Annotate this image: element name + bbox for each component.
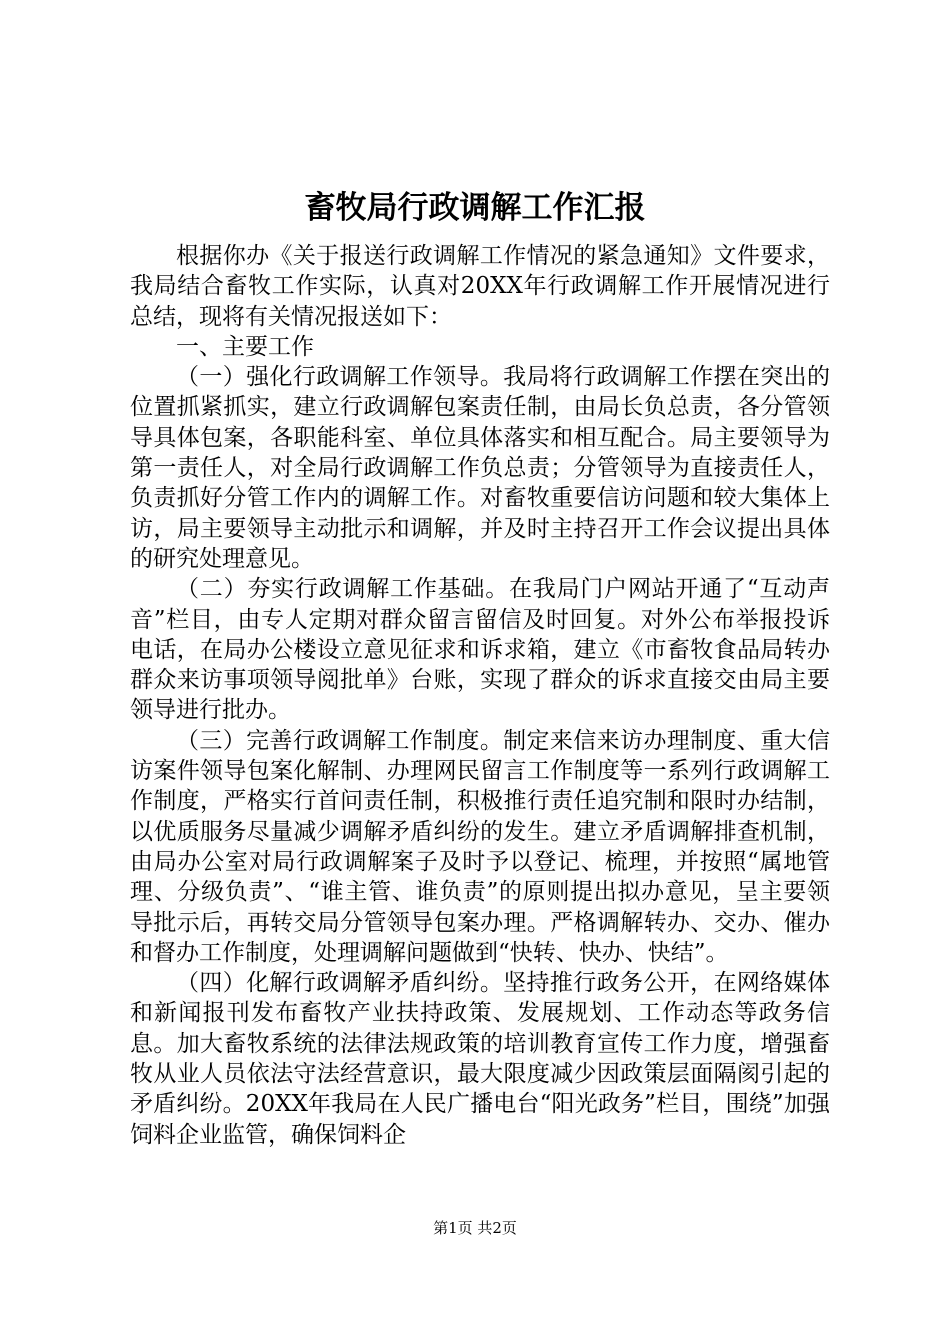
paragraph-item-4: （四）化解行政调解矛盾纠纷。坚持推行政务公开，在网络媒体和新闻报刊发布畜牧产业扶持政策、发展规划、工作动态等政务信息。加大畜牧系统的法律法规政策的培训教育宣传工作力度，增强畜牧从业人员依法守法经营意识，最大限度减少因政策层面隔阂引起的矛盾纠纷。20XX年我局在人民广播电台“阳光政务”栏目，围绕”加强饲料企业监管，确保饲料企	[130, 970, 830, 1148]
page-number-footer: 第1页 共2页	[433, 1219, 517, 1237]
paragraph-item-1: （一）强化行政调解工作领导。我局将行政调解工作摆在突出的位置抓紧抓实，建立行政调解包案责任制，由局长负总责，各分管领导具体包案，各职能科室、单位具体落实和相互配合。局主要领导为第一责任人，对全局行政调解工作负总责；分管领导为直接责任人，负责抓好分管工作内的调解工作。对畜牧重要信访问题和较大集体上访，局主要领导主动批示和调解，并及时主持召开工作会议提出具体的研究处理意见。	[130, 364, 830, 572]
section-heading-main-work: 一、主要工作	[176, 333, 314, 360]
paragraph-intro: 根据你办《关于报送行政调解工作情况的紧急通知》文件要求，我局结合畜牧工作实际，认真对20XX年行政调解工作开展情况进行总结，现将有关情况报送如下：	[130, 243, 830, 330]
paragraph-item-2: （二）夯实行政调解工作基础。在我局门户网站开通了“互动声音”栏目，由专人定期对群众留言留信及时回复。对外公布举报投诉电话，在局办公楼设立意见征求和诉求箱，建立《市畜牧食品局转办群众来访事项领导阅批单》台账，实现了群众的诉求直接交由局主要领导进行批办。	[130, 576, 830, 724]
paragraph-item-3: （三）完善行政调解工作制度。制定来信来访办理制度、重大信访案件领导包案化解制、办理网民留言工作制度等一系列行政调解工作制度，严格实行首问责任制，积极推行责任追究制和限时办结制，以优质服务尽量减少调解矛盾纠纷的发生。建立矛盾调解排查机制，由局办公室对局行政调解案子及时予以登记、梳理，并按照“属地管理、分级负责”、“谁主管、谁负责”的原则提出拟办意见，呈主要领导批示后，再转交局分管领导包案办理。严格调解转办、交办、催办和督办工作制度，处理调解问题做到“快转、快办、快结”。	[130, 727, 830, 966]
document-title: 畜牧局行政调解工作汇报	[304, 190, 646, 226]
document-body	[130, 241, 830, 1150]
